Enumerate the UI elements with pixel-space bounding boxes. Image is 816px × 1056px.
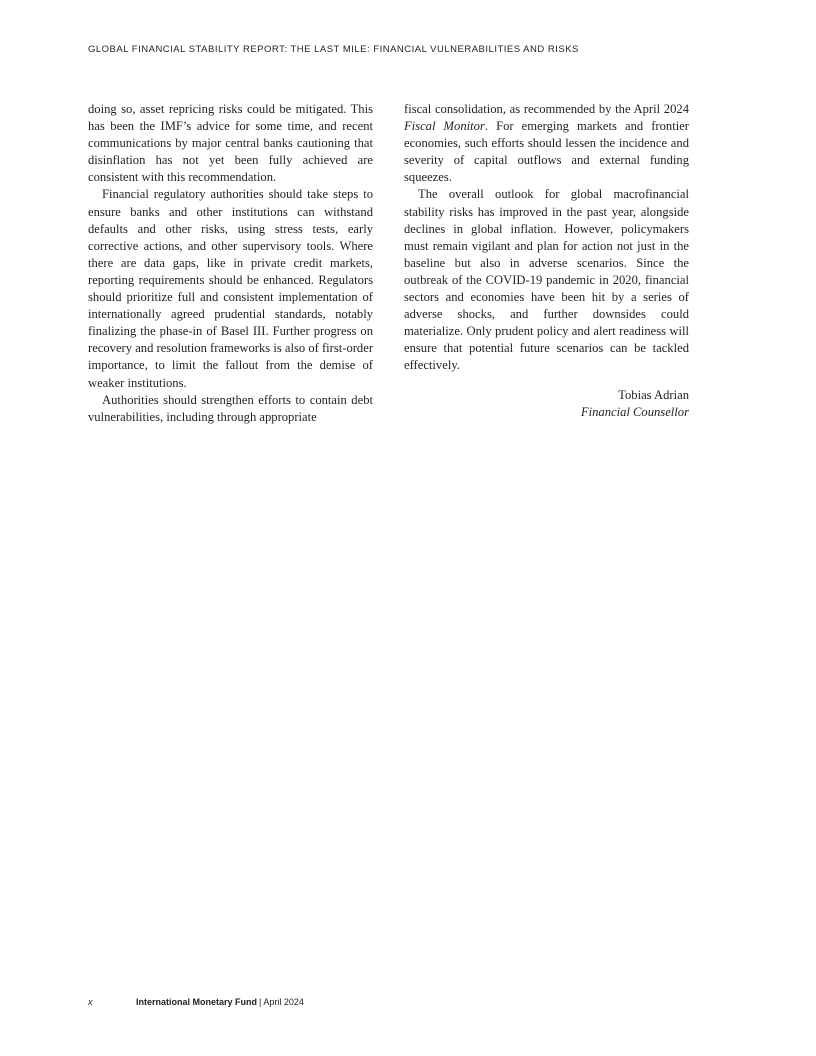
right-paragraph-1-text-a: fiscal consolidation, as recommended by the April 2024	[404, 102, 689, 116]
right-paragraph-1	[404, 101, 689, 186]
footer-separator: |	[259, 997, 262, 1007]
signature-name: Tobias Adrian	[618, 387, 689, 402]
right-paragraph-1-text-b: . For emerging markets and frontier economies, such efforts should lessen the incidence and severity of capital outflows and external funding squeezes.	[404, 119, 689, 185]
page-footer	[88, 997, 304, 1007]
right-column	[404, 101, 689, 421]
fiscal-monitor-title: Fiscal Monitor	[404, 119, 485, 134]
left-column	[88, 101, 373, 426]
signature-title: Financial Counsellor	[580, 404, 689, 419]
left-paragraph-1: doing so, asset repricing risks could be mitigated. This has been the IMF’s advice for some time, and recent communications by major central banks cautioning that disinflation has not yet been fully achieved are consistent with this recommendation.	[88, 102, 373, 185]
right-paragraph-2: The overall outlook for global macrofinancial stability risks has improved in the past year, alongside declines in global inflation. However, policymakers must remain vigilant and plan for action not just in the baseline but also in adverse scenarios. Since the outbreak of the COVID-19 pandemic in 2020, financial sectors and economies have been hit by a series of adverse shocks, and further downsides could materialize. Only prudent policy and alert readiness will ensure that potential future scenarios can be tackled effectively.	[404, 187, 689, 373]
page-number: x	[88, 997, 93, 1007]
left-paragraph-3: Authorities should strengthen efforts to contain debt vulnerabilities, including through appropriate	[88, 392, 373, 424]
signature-block	[404, 387, 689, 421]
left-paragraph-2: Financial regulatory authorities should take steps to ensure banks and other institutions can withstand defaults and other risks, using stress tests, early corrective actions, and other supervisory tools. Where there are data gaps, like in private credit markets, reporting requirements should be enhanced. Regulators should prioritize full and consistent implementation of internationally agreed prudential standards, notably finalizing the phase-in of Basel III. Further progress on recovery and resolution frameworks is also of first-order importance, to limit the fallout from the demise of weaker institutions.	[88, 187, 374, 390]
footer-organization: International Monetary Fund	[136, 997, 258, 1007]
footer-date: April 2024	[263, 997, 304, 1007]
running-header: GLOBAL FINANCIAL STABILITY REPORT: THE LAST MILE: FINANCIAL VULNERABILITIES AND RISKS	[88, 44, 579, 55]
